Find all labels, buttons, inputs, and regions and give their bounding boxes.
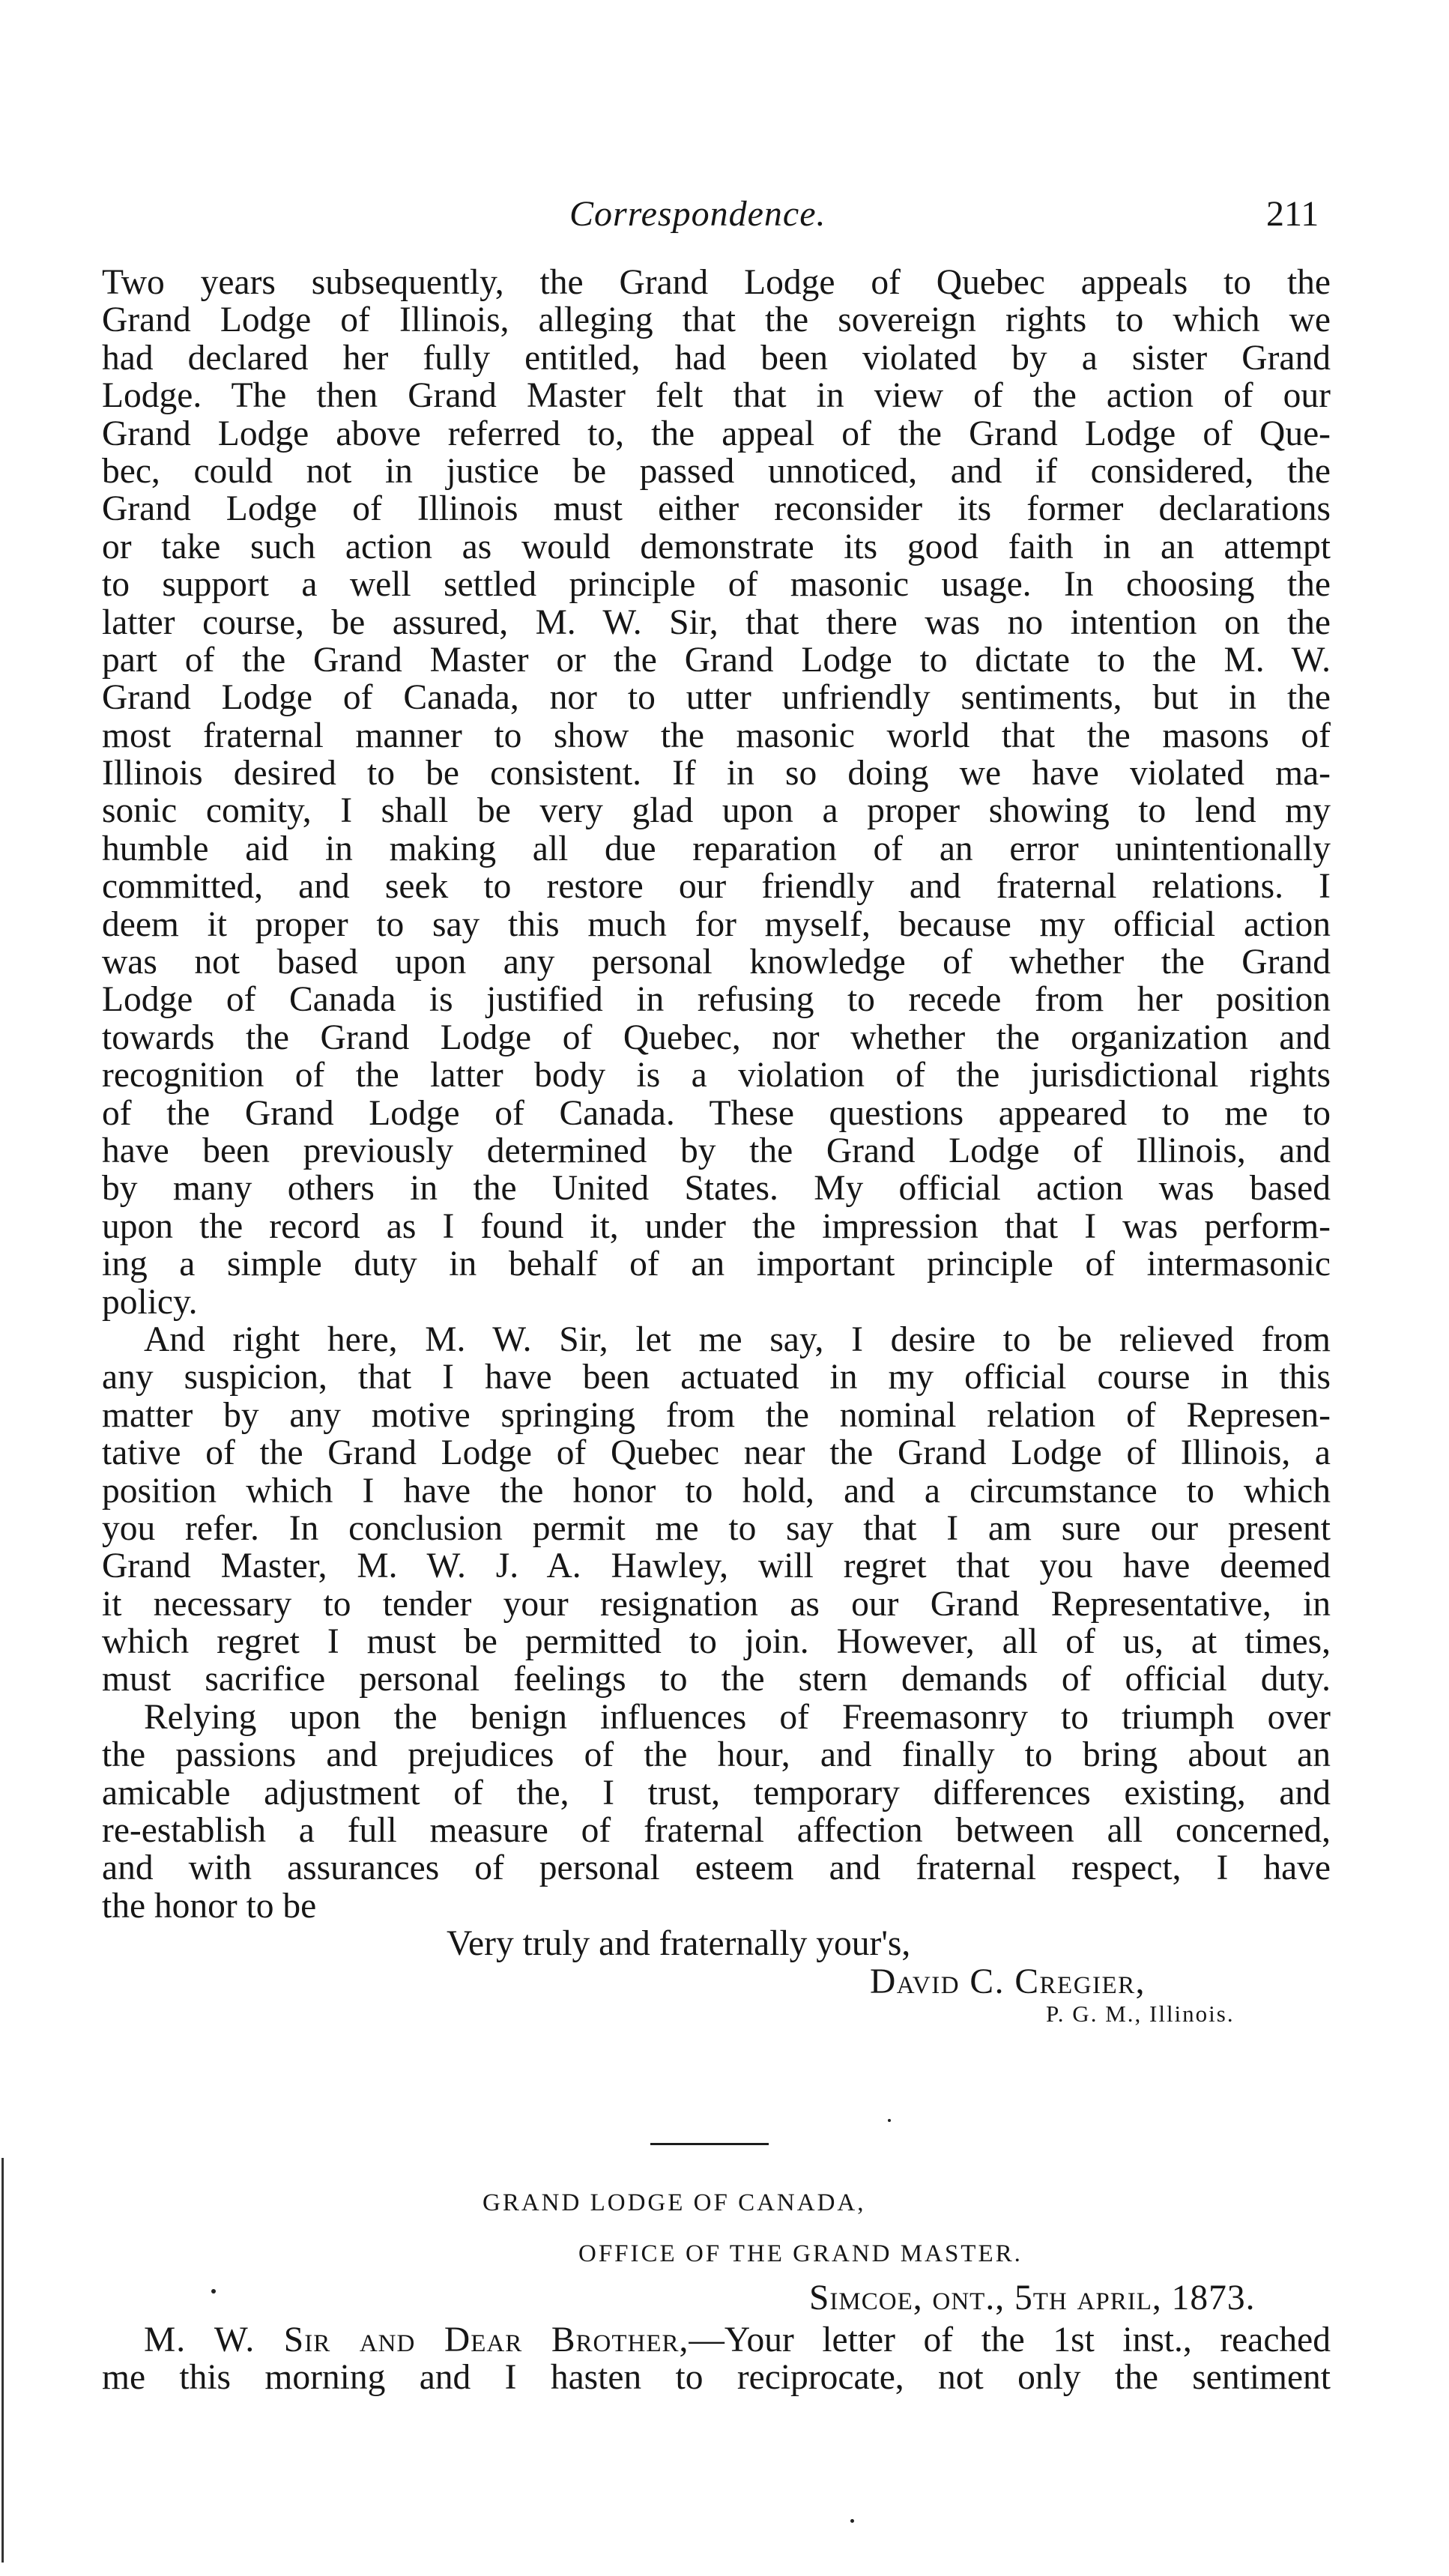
salutation: M. W. Sir and Dear Brother, <box>144 2320 689 2359</box>
text-line: have been previously determined by the Grand Lodge of Illinois, and <box>102 1131 1331 1170</box>
text-line: sonic comity, I shall be very glad upon a proper showing to lend my <box>102 791 1331 831</box>
text-line: upon the record as I found it, under the impression that I was perform- <box>102 1206 1331 1246</box>
letter-two-body <box>102 2321 1331 2397</box>
text-line: tative of the Grand Lodge of Quebec near the Grand Lodge of Illinois, a <box>102 1433 1331 1473</box>
text-line: committed, and seek to restore our friendly and fraternal relations. I <box>102 867 1331 907</box>
text-line: matter by any motive springing from the nominal relation of Represen- <box>102 1395 1331 1435</box>
text-line: you refer. In conclusion permit me to say that I am sure our present <box>102 1508 1331 1548</box>
text-line: most fraternal manner to show the masonic world that the masons of <box>102 716 1331 755</box>
text-line: deem it proper to say this much for myself, because my official action <box>102 904 1331 944</box>
letterhead-line-2: OFFICE OF THE GRAND MASTER. <box>578 2240 1023 2267</box>
letter-closing: Very truly and fraternally your's, <box>447 1924 911 1964</box>
text-line: Relying upon the benign influences of Freemasonry to triumph over <box>144 1697 1331 1737</box>
text-line: Grand Lodge above referred to, the appeal of the Grand Lodge of Que- <box>102 414 1331 453</box>
text-line: which regret I must be permitted to join. However, all of us, at times, <box>102 1622 1331 1662</box>
text-line: amicable adjustment of the, I trust, temporary differences existing, and <box>102 1773 1331 1812</box>
text-line: it necessary to tender your resignation as our Grand Representative, in <box>102 1584 1331 1624</box>
text-line: Grand Master, M. W. J. A. Hawley, will regret that you have deemed <box>102 1546 1331 1586</box>
text-line: or take such action as would demonstrate its good faith in an attempt <box>102 527 1331 566</box>
text-line: to support a well settled principle of masonic usage. In choosing the <box>102 565 1331 605</box>
text-line: re-establish a full measure of fraternal affection between all concerned, <box>102 1811 1331 1851</box>
text-line: must sacrifice personal feelings to the stern demands of official duty. <box>102 1660 1331 1699</box>
text-line: and with assurances of personal esteem and fraternal respect, I have <box>102 1848 1331 1888</box>
text-line: recognition of the latter body is a violation of the jurisdictional rights <box>102 1056 1331 1095</box>
text-line: part of the Grand Master or the Grand Lodge to dictate to the M. W. <box>102 640 1331 680</box>
text-line: by many others in the United States. My official action was based <box>102 1169 1331 1209</box>
text-line: Grand Lodge of Canada, nor to utter unfriendly sentiments, but in the <box>102 678 1331 718</box>
text-line: me this morning and I hasten to reciprocate, not only the sentiment <box>102 2358 1331 2398</box>
text-line: ing a simple duty in behalf of an important principle of intermasonic <box>102 1245 1331 1284</box>
text-line: bec, could not in justice be passed unnoticed, and if considered, the <box>102 451 1331 491</box>
text-line: Two years subsequently, the Grand Lodge of Quebec appeals to the <box>102 263 1331 302</box>
signature: David C. Cregier, <box>870 1962 1146 2001</box>
salutation-continuation: —Your letter of the 1st inst., reached <box>689 2320 1331 2359</box>
text-line: policy. <box>102 1282 198 1322</box>
text-line: the honor to be <box>102 1886 317 1926</box>
running-title: Correspondence. <box>569 194 826 234</box>
scan-speck <box>850 2519 854 2523</box>
text-line: Illinois desired to be consistent. If in so doing we have violated ma- <box>102 754 1331 793</box>
text-line: Lodge of Canada is justified in refusing to recede from her position <box>102 980 1331 1020</box>
letterhead-line-1: GRAND LODGE OF CANADA, <box>483 2189 866 2216</box>
section-divider <box>650 2143 769 2145</box>
running-head <box>0 193 1449 238</box>
text-line: of the Grand Lodge of Canada. These questions appeared to me to <box>102 1093 1331 1133</box>
text-line: was not based upon any personal knowledge of whether the Grand <box>102 943 1331 982</box>
dateline: Simcoe, ont., 5th april, 1873. <box>809 2279 1256 2318</box>
text-line: any suspicion, that I have been actuated in my official course in this <box>102 1358 1331 1397</box>
letter-one-body <box>102 264 1331 2031</box>
text-line: the passions and prejudices of the hour, and finally to bring about an <box>102 1735 1331 1775</box>
text-line: Grand Lodge of Illinois, alleging that the sovereign rights to which we <box>102 300 1331 340</box>
text-line: towards the Grand Lodge of Quebec, nor whether the organization and <box>102 1018 1331 1057</box>
text-line: Lodge. The then Grand Master felt that in view of the action of our <box>102 376 1331 416</box>
text-line: Grand Lodge of Illinois must either reconsider its former declarations <box>102 489 1331 529</box>
page-number: 211 <box>1266 194 1319 234</box>
signature-title: P. G. M., Illinois. <box>1046 2000 1235 2027</box>
scan-speck <box>888 2119 891 2122</box>
scan-edge-mark <box>1 2158 4 2563</box>
text-line: And right here, M. W. Sir, let me say, I desire to be relieved from <box>144 1319 1331 1359</box>
text-line: position which I have the honor to hold, and a circumstance to which <box>102 1471 1331 1511</box>
text-line: latter course, be assured, M. W. Sir, that there was no intention on the <box>102 602 1331 642</box>
text-line: humble aid in making all due reparation of an error unintentionally <box>102 829 1331 868</box>
salutation-line <box>102 2321 1331 2359</box>
text-line: had declared her fully entitled, had been violated by a sister Grand <box>102 338 1331 378</box>
scan-speck <box>211 2289 216 2294</box>
